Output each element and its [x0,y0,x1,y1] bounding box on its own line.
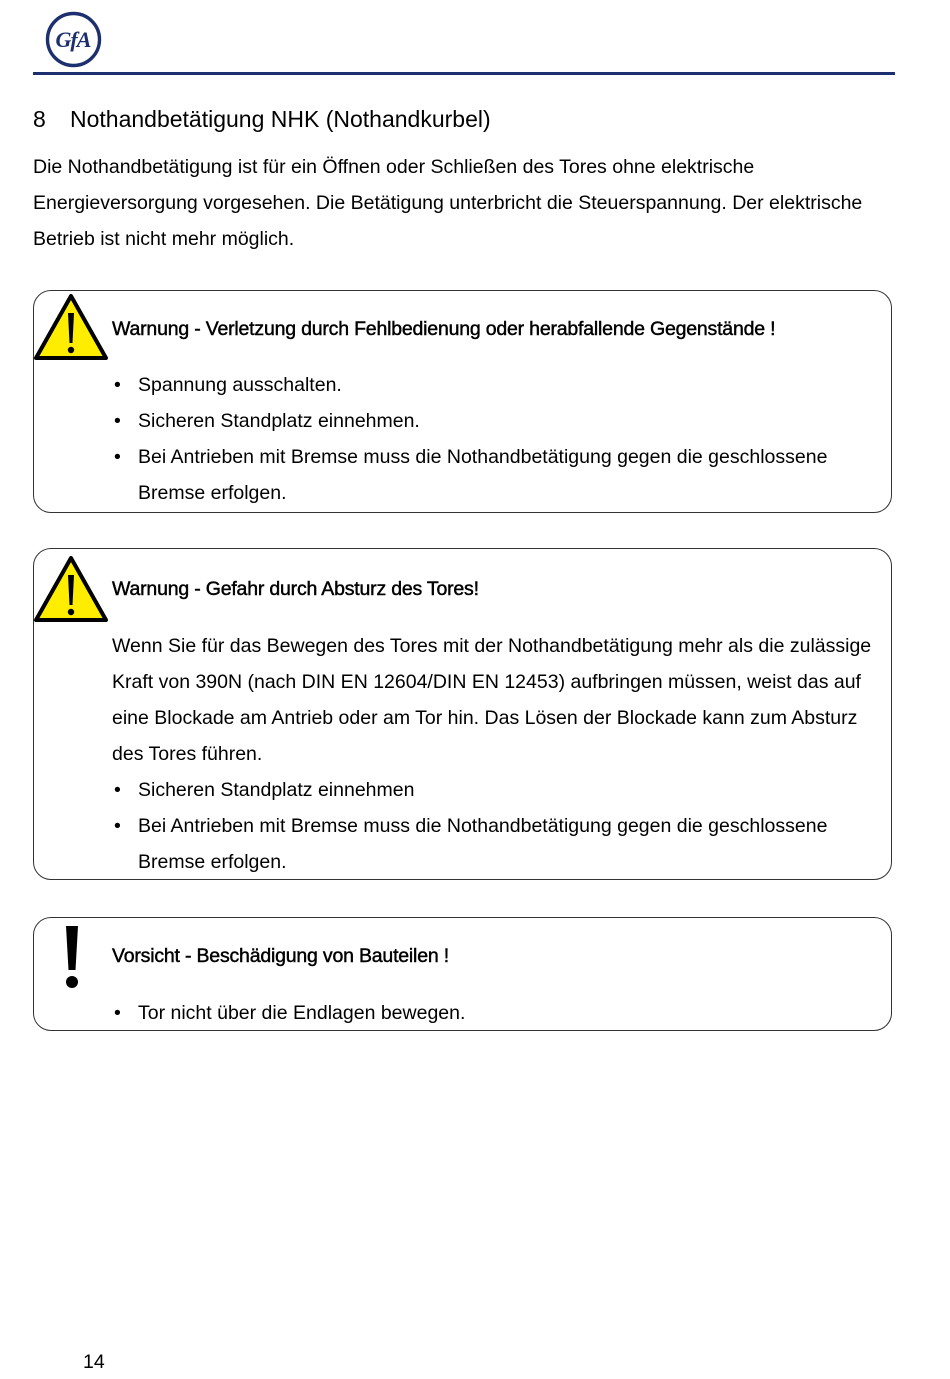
section-title: Nothandbetätigung NHK (Nothandkurbel) [70,106,491,132]
warning-notice-door-fall [33,548,892,880]
warning-triangle-icon [33,555,109,623]
warning-notice-injury [33,290,892,513]
list-item: • Bei Antrieben mit Bremse muss die Nothandbetätigung gegen die geschlossene Bremse erfolgen. [114,446,828,504]
header-rule [33,72,895,75]
notice-bullet-list [112,995,884,1031]
section-heading [33,103,491,135]
notice-paragraph: Wenn Sie für das Bewegen des Tores mit der Nothandbetätigung mehr als die zulässige Kraft von 390N (nach DIN EN 12604/DIN EN 12453) aufbringen müssen, weist das auf eine Blockade am Antrieb oder am Tor hin. Das Lösen der Blockade kann zum Absturz des Tores führen. [112,635,872,765]
notice-body [112,367,884,511]
svg-text:GfA: GfA [55,27,91,52]
page-number: 14 [83,1351,105,1373]
notice-title: Warnung - Gefahr durch Absturz des Tores! [112,578,479,600]
notice-body [112,628,884,880]
warning-triangle-icon [33,293,109,361]
exclamation-icon [61,924,83,990]
gfa-logo [45,11,102,68]
section-number: 8 [33,106,46,132]
notice-bullet-list [112,367,884,511]
notice-bullet-list [112,772,884,880]
notice-title: Warnung - Verletzung durch Fehlbedienung oder herabfallende Gegenstände ! [112,318,776,340]
list-item: • Sicheren Standplatz einnehmen. [114,410,420,432]
list-item: • Tor nicht über die Endlagen bewegen. [114,1002,466,1024]
list-item: • Sicheren Standplatz einnehmen [114,779,415,801]
notice-title: Vorsicht - Beschädigung von Bauteilen ! [112,945,449,967]
list-item: • Bei Antrieben mit Bremse muss die Nothandbetätigung gegen die geschlossene Bremse erfolgen. [114,815,828,873]
list-item: • Spannung ausschalten. [114,374,342,396]
intro-paragraph: Die Nothandbetätigung ist für ein Öffnen oder Schließen des Tores ohne elektrische Energieversorgung vorgesehen. Die Betätigung unterbricht die Steuerspannung. Der elektrische Betrieb ist nicht mehr möglich. [33,156,863,250]
caution-notice-components [33,917,892,1031]
notice-body [112,995,884,1031]
